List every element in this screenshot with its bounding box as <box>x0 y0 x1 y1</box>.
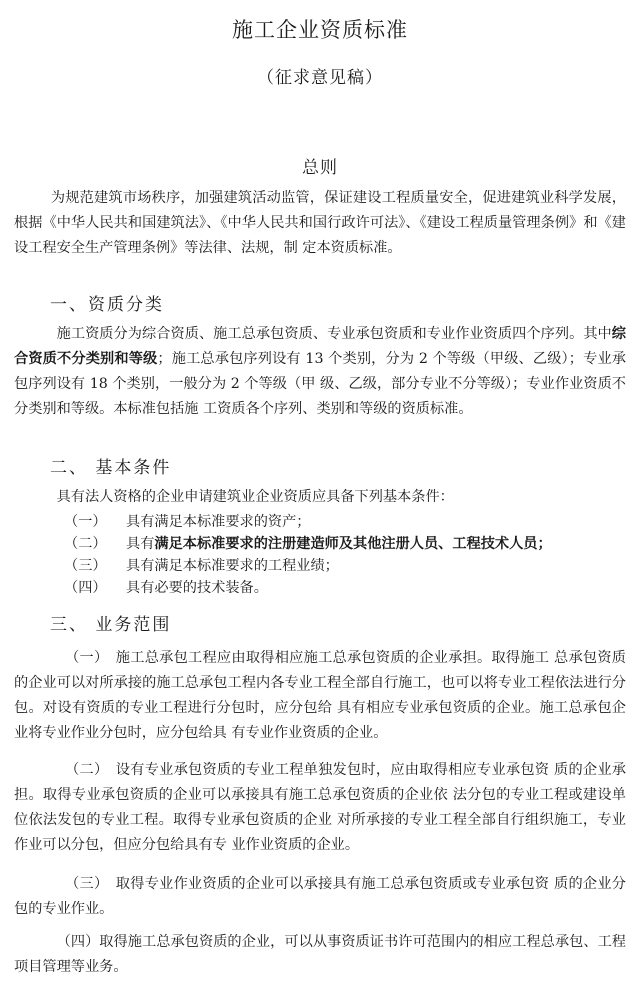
condition-text: 具有必要的技术装备。 <box>126 580 268 596</box>
classification-text-b: ；施工总承包序列设有 13 个类别，分为 2 个等级（甲级、乙级）；专业承包序列设有 18 个类别，一般分为 2 个等级（甲 级、乙级，部分专业不分等级）；专业作业资质不分类别和等级。本标准包括施 工资质各个序列、类别和等级的资质标准。 <box>14 351 626 417</box>
scope-paragraph-1: （一） 施工总承包工程应由取得相应施工总承包资质的企业承担。取得施工 总承包资质的企业可以对所承接的施工总承包工程内各专业工程全部自行施工，也可以将专业工程依法进行分包。对设有资质的专业工程进行分包时，应分包给 具有相应专业承包资质的企业。施工总承包企业将专业作业分包时，应分包给具 有专业作业资质的企业。 <box>14 650 626 741</box>
condition-number: （一） <box>64 514 107 530</box>
classification-heading: 一、资质分类 <box>50 295 164 315</box>
document-title: 施工企业资质标准 <box>232 18 408 42</box>
condition-item <box>64 555 339 577</box>
condition-number: （三） <box>64 558 107 574</box>
document-subtitle: （征求意见稿） <box>257 68 383 88</box>
condition-number: （二） <box>64 536 107 552</box>
scope-paragraph-2: （二） 设有专业承包资质的专业工程单独发包时，应由取得相应专业承包资 质的企业承担。取得专业承包资质的企业可以承接具有施工总承包资质的企业依 法分包的专业工程或建设单位依法发包的专业工程。取得专业承包资质的企业 对所承接的专业工程全部自行组织施工，专业作业可以分包，但应分包给具有专 业作业资质的企业。 <box>14 762 626 853</box>
classification-text-a: 施工资质分为综合资质、施工总承包资质、专业承包资质和专业作业资质四个序列。其中 <box>56 326 612 342</box>
condition-number: （四） <box>64 580 107 596</box>
business-scope-heading: 三、 业务范围 <box>50 615 172 635</box>
scope-paragraph-3: （三） 取得专业作业资质的企业可以承接具有施工总承包资质或专业承包资 质的企业分包的专业作业。 <box>14 876 626 917</box>
condition-item <box>64 511 310 533</box>
condition-text: 具有 <box>126 536 155 552</box>
intro-paragraph: 为规范建筑市场秩序，加强建筑活动监管，保证建设工程质量安全，促进建筑业科学发展，根据《中华人民共和国建筑法》、《中华人民共和国行政许可法》、《建设工程质量管理条例》和《建设工程安全生产管理条例》等法律、法规，制 定本资质标准。 <box>14 190 626 256</box>
condition-text: 具有满足本标准要求的工程业绩； <box>126 558 339 574</box>
classification-text-bold: 综合资质不分类别和等级 <box>14 326 626 367</box>
basic-conditions-heading: 二、 基本条件 <box>50 458 172 478</box>
condition-text: 具有满足本标准要求的资产； <box>126 514 311 530</box>
scope-paragraph-4: （四）取得施工总承包资质的企业，可以从事资质证书许可范围内的相应工程总承包、工程项目管理等业务。 <box>14 934 626 975</box>
general-heading: 总则 <box>302 158 338 178</box>
condition-text-bold: 满足本标准要求的注册建造师及其他注册人员、工程技术人员； <box>154 536 552 552</box>
classification-paragraph <box>14 322 626 422</box>
condition-item <box>64 533 552 555</box>
condition-item <box>64 577 268 599</box>
basic-conditions-intro: 具有法人资格的企业申请建筑业企业资质应具备下列基本条件： <box>56 489 454 505</box>
